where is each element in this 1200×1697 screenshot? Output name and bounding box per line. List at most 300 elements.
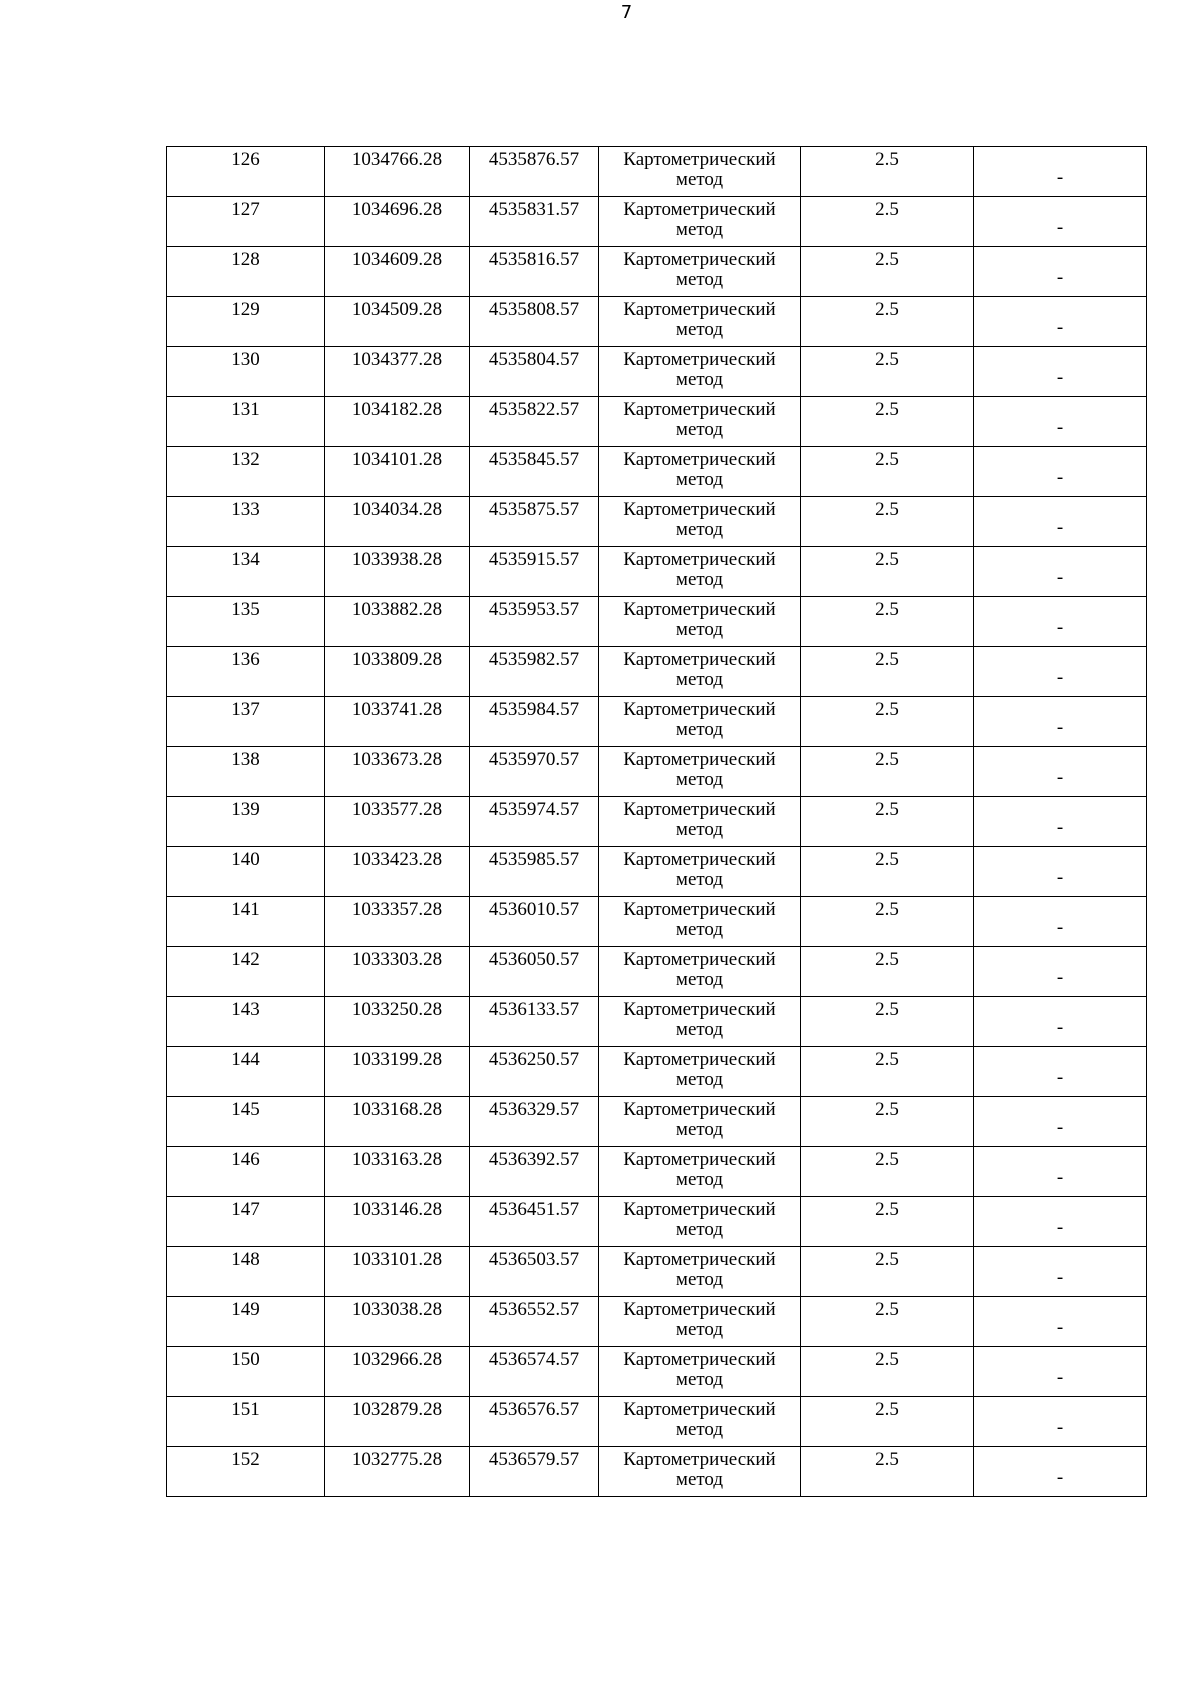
method-text [599,1147,800,1190]
x-coordinate: 1032966.28 [351,1349,443,1370]
method-line-2: метод [675,1469,724,1490]
method-line-1: Картометрический [623,399,776,420]
note-value: - [1056,716,1064,738]
method-line-1: Картометрический [623,849,776,870]
y-coordinate: 4536133.57 [488,999,580,1020]
y-coordinate: 4535982.57 [488,649,580,670]
note-cell [974,597,1147,647]
accuracy-value: 2.5 [875,1199,899,1220]
method-cell [599,1447,801,1497]
note-cell [974,1447,1147,1497]
method-text [599,447,800,490]
method-line-1: Картометрический [623,699,776,720]
method-cell [599,947,801,997]
method-line-1: Картометрический [623,1099,776,1120]
note-value: - [1056,766,1064,788]
method-text [599,597,800,640]
point-number: 128 [231,249,260,270]
accuracy-value: 2.5 [875,299,899,320]
accuracy-value: 2.5 [875,449,899,470]
note-cell [974,1147,1147,1197]
y-coordinate-cell [470,1147,599,1197]
method-cell [599,1247,801,1297]
method-cell [599,347,801,397]
accuracy-cell [801,597,974,647]
accuracy-cell [801,547,974,597]
method-text [599,1297,800,1340]
method-line-2: метод [675,519,724,540]
table-row [167,797,1147,847]
point-number-cell [167,947,325,997]
note-cell [974,297,1147,347]
method-line-1: Картометрический [623,199,776,220]
point-number: 151 [231,1399,260,1420]
x-coordinate-cell [325,497,470,547]
note-cell [974,547,1147,597]
method-text [599,747,800,790]
accuracy-value: 2.5 [875,399,899,420]
y-coordinate: 4535804.57 [488,349,580,370]
y-coordinate: 4535816.57 [488,249,580,270]
note-cell [974,1047,1147,1097]
note-cell [974,247,1147,297]
x-coordinate: 1034696.28 [351,199,443,220]
table-row [167,947,1147,997]
accuracy-cell [801,447,974,497]
method-line-1: Картометрический [623,299,776,320]
y-coordinate-cell [470,397,599,447]
note-value: - [1056,1316,1064,1338]
point-number: 134 [231,549,260,570]
point-number-cell [167,197,325,247]
note-value: - [1056,266,1064,288]
point-number: 131 [231,399,260,420]
method-line-1: Картометрический [623,899,776,920]
x-coordinate: 1033303.28 [351,949,443,970]
method-text [599,797,800,840]
method-cell [599,747,801,797]
table-row [167,997,1147,1047]
method-line-1: Картометрический [623,1149,776,1170]
x-coordinate-cell [325,1347,470,1397]
y-coordinate: 4536579.57 [488,1449,580,1470]
table-row [167,1447,1147,1497]
y-coordinate-cell [470,697,599,747]
method-text [599,1447,800,1490]
x-coordinate: 1033882.28 [351,599,443,620]
y-coordinate-cell [470,447,599,497]
y-coordinate-cell [470,1347,599,1397]
page-number: 7 [620,2,633,23]
note-value: - [1056,466,1064,488]
y-coordinate: 4535985.57 [488,849,580,870]
x-coordinate-cell [325,1097,470,1147]
accuracy-cell [801,897,974,947]
point-number-cell [167,647,325,697]
method-cell [599,1097,801,1147]
note-cell [974,397,1147,447]
method-line-2: метод [675,169,724,190]
y-coordinate: 4535822.57 [488,399,580,420]
x-coordinate-cell [325,1197,470,1247]
point-number-cell [167,1397,325,1447]
method-line-2: метод [675,1219,724,1240]
point-number-cell [167,1297,325,1347]
table-row [167,247,1147,297]
table-row [167,197,1147,247]
x-coordinate: 1033741.28 [351,699,443,720]
point-number-cell [167,297,325,347]
note-value: - [1056,1166,1064,1188]
note-value: - [1056,316,1064,338]
accuracy-value: 2.5 [875,999,899,1020]
x-coordinate-cell [325,747,470,797]
y-coordinate: 4536392.57 [488,1149,580,1170]
method-cell [599,147,801,197]
method-cell [599,397,801,447]
method-cell [599,997,801,1047]
accuracy-cell [801,147,974,197]
point-number-cell [167,697,325,747]
method-line-2: метод [675,1369,724,1390]
method-cell [599,847,801,897]
x-coordinate-cell [325,697,470,747]
x-coordinate: 1033809.28 [351,649,443,670]
x-coordinate: 1033038.28 [351,1299,443,1320]
point-number-cell [167,1097,325,1147]
point-number-cell [167,897,325,947]
method-line-2: метод [675,1069,724,1090]
table-row [167,1147,1147,1197]
y-coordinate: 4536574.57 [488,1349,580,1370]
x-coordinate: 1033673.28 [351,749,443,770]
accuracy-cell [801,297,974,347]
x-coordinate: 1033168.28 [351,1099,443,1120]
table-row [167,297,1147,347]
x-coordinate: 1033101.28 [351,1249,443,1270]
table-body [167,147,1147,1497]
y-coordinate: 4535974.57 [488,799,580,820]
x-coordinate-cell [325,297,470,347]
y-coordinate-cell [470,647,599,697]
method-line-2: метод [675,1169,724,1190]
accuracy-value: 2.5 [875,1399,899,1420]
note-cell [974,747,1147,797]
y-coordinate-cell [470,897,599,947]
method-cell [599,797,801,847]
note-value: - [1056,866,1064,888]
note-cell [974,1097,1147,1147]
y-coordinate: 4535876.57 [488,149,580,170]
accuracy-value: 2.5 [875,249,899,270]
x-coordinate: 1033199.28 [351,1049,443,1070]
method-line-1: Картометрический [623,1449,776,1470]
accuracy-value: 2.5 [875,649,899,670]
method-line-1: Картометрический [623,649,776,670]
method-line-1: Картометрический [623,999,776,1020]
note-value: - [1056,566,1064,588]
x-coordinate: 1033146.28 [351,1199,443,1220]
note-value: - [1056,616,1064,638]
method-text [599,1097,800,1140]
accuracy-cell [801,197,974,247]
table-row [167,647,1147,697]
table-row [167,897,1147,947]
point-number: 148 [231,1249,260,1270]
point-number: 132 [231,449,260,470]
method-line-1: Картометрический [623,1399,776,1420]
method-cell [599,1297,801,1347]
accuracy-cell [801,397,974,447]
x-coordinate-cell [325,1297,470,1347]
y-coordinate: 4535875.57 [488,499,580,520]
note-value: - [1056,1016,1064,1038]
x-coordinate-cell [325,1447,470,1497]
method-line-2: метод [675,819,724,840]
table-row [167,147,1147,197]
method-line-2: метод [675,969,724,990]
method-text [599,347,800,390]
method-line-1: Картометрический [623,1349,776,1370]
method-line-2: метод [675,569,724,590]
point-number-cell [167,147,325,197]
x-coordinate-cell [325,147,470,197]
point-number-cell [167,847,325,897]
method-cell [599,497,801,547]
method-text [599,147,800,190]
method-text [599,397,800,440]
coordinates-table [166,146,1147,1497]
x-coordinate: 1034766.28 [351,149,443,170]
method-text [599,197,800,240]
method-cell [599,1347,801,1397]
table-row [167,347,1147,397]
note-value: - [1056,1366,1064,1388]
point-number: 147 [231,1199,260,1220]
x-coordinate: 1034034.28 [351,499,443,520]
method-cell [599,547,801,597]
y-coordinate-cell [470,197,599,247]
accuracy-value: 2.5 [875,949,899,970]
table-row [167,747,1147,797]
point-number: 139 [231,799,260,820]
note-cell [974,947,1147,997]
point-number: 127 [231,199,260,220]
accuracy-cell [801,1097,974,1147]
method-cell [599,297,801,347]
method-line-1: Картометрический [623,799,776,820]
x-coordinate-cell [325,447,470,497]
table-row [167,1047,1147,1097]
y-coordinate: 4535915.57 [488,549,580,570]
x-coordinate-cell [325,247,470,297]
note-cell [974,1247,1147,1297]
x-coordinate: 1033357.28 [351,899,443,920]
y-coordinate-cell [470,1097,599,1147]
y-coordinate: 4535953.57 [488,599,580,620]
method-text [599,947,800,990]
method-cell [599,597,801,647]
x-coordinate: 1032879.28 [351,1399,443,1420]
accuracy-cell [801,847,974,897]
table-row [167,447,1147,497]
point-number-cell [167,247,325,297]
accuracy-value: 2.5 [875,499,899,520]
method-line-2: метод [675,619,724,640]
method-line-2: метод [675,719,724,740]
accuracy-value: 2.5 [875,1449,899,1470]
method-cell [599,1147,801,1197]
accuracy-value: 2.5 [875,1299,899,1320]
y-coordinate-cell [470,797,599,847]
y-coordinate-cell [470,997,599,1047]
accuracy-value: 2.5 [875,199,899,220]
accuracy-value: 2.5 [875,1349,899,1370]
x-coordinate-cell [325,547,470,597]
point-number-cell [167,747,325,797]
method-text [599,1397,800,1440]
note-value: - [1056,666,1064,688]
y-coordinate-cell [470,847,599,897]
note-value: - [1056,816,1064,838]
table-row [167,597,1147,647]
method-text [599,1347,800,1390]
x-coordinate: 1034609.28 [351,249,443,270]
y-coordinate-cell [470,597,599,647]
y-coordinate: 4535845.57 [488,449,580,470]
y-coordinate-cell [470,1197,599,1247]
note-value: - [1056,1066,1064,1088]
note-value: - [1056,1116,1064,1138]
accuracy-value: 2.5 [875,149,899,170]
y-coordinate-cell [470,1047,599,1097]
method-line-2: метод [675,669,724,690]
point-number-cell [167,547,325,597]
note-cell [974,1297,1147,1347]
x-coordinate: 1034509.28 [351,299,443,320]
table-row [167,847,1147,897]
accuracy-value: 2.5 [875,699,899,720]
method-line-2: метод [675,919,724,940]
method-line-2: метод [675,419,724,440]
accuracy-cell [801,997,974,1047]
x-coordinate: 1032775.28 [351,1449,443,1470]
x-coordinate: 1034377.28 [351,349,443,370]
accuracy-value: 2.5 [875,899,899,920]
table-row [167,1097,1147,1147]
x-coordinate-cell [325,947,470,997]
method-line-2: метод [675,769,724,790]
method-cell [599,247,801,297]
table-row [167,697,1147,747]
method-line-1: Картометрический [623,249,776,270]
accuracy-cell [801,1147,974,1197]
point-number-cell [167,497,325,547]
method-text [599,297,800,340]
accuracy-cell [801,1297,974,1347]
method-cell [599,1047,801,1097]
method-text [599,1047,800,1090]
accuracy-cell [801,247,974,297]
y-coordinate-cell [470,1447,599,1497]
y-coordinate-cell [470,547,599,597]
method-line-1: Картометрический [623,1299,776,1320]
note-cell [974,897,1147,947]
table-row [167,1347,1147,1397]
accuracy-value: 2.5 [875,1049,899,1070]
y-coordinate: 4536451.57 [488,1199,580,1220]
y-coordinate: 4535984.57 [488,699,580,720]
point-number: 140 [231,849,260,870]
method-line-1: Картометрический [623,1249,776,1270]
x-coordinate: 1033423.28 [351,849,443,870]
method-cell [599,647,801,697]
point-number-cell [167,447,325,497]
point-number-cell [167,1047,325,1097]
y-coordinate: 4536329.57 [488,1099,580,1120]
note-value: - [1056,516,1064,538]
note-cell [974,1347,1147,1397]
y-coordinate: 4536050.57 [488,949,580,970]
method-line-2: метод [675,369,724,390]
note-value: - [1056,916,1064,938]
accuracy-cell [801,1347,974,1397]
method-text [599,997,800,1040]
note-cell [974,647,1147,697]
y-coordinate: 4535808.57 [488,299,580,320]
point-number-cell [167,1247,325,1297]
accuracy-value: 2.5 [875,1149,899,1170]
x-coordinate: 1034101.28 [351,449,443,470]
note-value: - [1056,966,1064,988]
method-text [599,1247,800,1290]
note-cell [974,797,1147,847]
method-text [599,1197,800,1240]
note-value: - [1056,416,1064,438]
y-coordinate: 4536503.57 [488,1249,580,1270]
note-value: - [1056,1216,1064,1238]
point-number: 142 [231,949,260,970]
accuracy-cell [801,497,974,547]
point-number: 143 [231,999,260,1020]
point-number-cell [167,1447,325,1497]
note-cell [974,347,1147,397]
table-row [167,397,1147,447]
point-number: 135 [231,599,260,620]
point-number: 144 [231,1049,260,1070]
note-cell [974,497,1147,547]
y-coordinate-cell [470,947,599,997]
point-number-cell [167,397,325,447]
method-text [599,847,800,890]
y-coordinate-cell [470,497,599,547]
accuracy-cell [801,1197,974,1247]
method-line-1: Картометрический [623,549,776,570]
note-cell [974,847,1147,897]
note-cell [974,197,1147,247]
x-coordinate-cell [325,1147,470,1197]
x-coordinate: 1033250.28 [351,999,443,1020]
point-number-cell [167,997,325,1047]
x-coordinate-cell [325,397,470,447]
point-number-cell [167,597,325,647]
accuracy-cell [801,647,974,697]
y-coordinate-cell [470,297,599,347]
point-number: 146 [231,1149,260,1170]
point-number: 152 [231,1449,260,1470]
method-line-2: метод [675,469,724,490]
point-number: 129 [231,299,260,320]
